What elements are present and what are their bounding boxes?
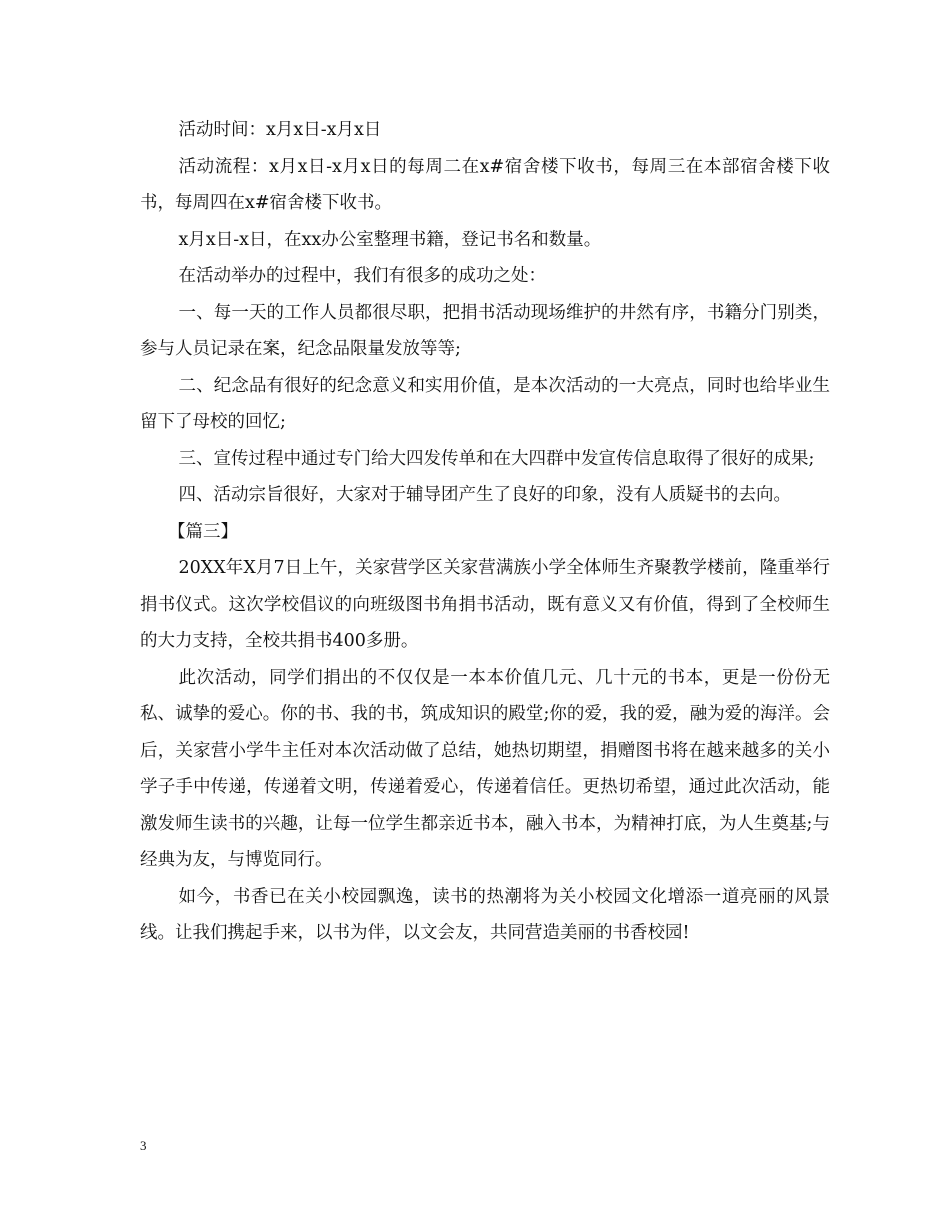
paragraph-point-three: 三、宣传过程中通过专门给大四发传单和在大四群中发宣传信息取得了很好的成果; (178, 448, 815, 469)
paragraph-point-four: 四、活动宗旨很好，大家对于辅导团产生了良好的印象，没有人质疑书的去向。 (178, 485, 791, 505)
paragraph-success-intro: 在活动举办的过程中，我们有很多的成功之处： (178, 266, 546, 286)
paragraph-activity-time: 活动时间：x月x日-x月x日 (178, 120, 382, 140)
section-heading: 【篇三】 (168, 521, 238, 542)
paragraph-activity-meaning: 此次活动，同学们捐出的不仅仅是一本本价值几元、几十元的书本，更是一份份无私、诚挚的爱心。你的书、我的书，筑成知识的殿堂;你的爱，我的爱，融为爱的海洋。会后，关家营小学牛主任对本次活动做了总结，她热切期望，捐赠图书将在越来越多的关小学子手中传递，传递着文明，传递着爱心，传递着信任。更热切希望，通过此次活动，能激发师生读书的兴趣，让每一位学生都亲近书本，融入书本，为精神打底，为人生奠基;与经典为友，与博览同行。 (140, 667, 830, 870)
paragraph-conclusion: 如今，书香已在关小校园飘逸，读书的热潮将为关小校园文化增添一道亮丽的风景线。让我们携起手来，以书为伴，以文会友，共同营造美丽的书香校园! (140, 886, 830, 943)
paragraph-sorting: x月x日-x日，在xx办公室整理书籍，登记书名和数量。 (178, 229, 602, 250)
paragraph-ceremony: 20XX年X月7日上午，关家营学区关家营满族小学全体师生齐聚教学楼前，隆重举行捐书仪式。这次学校倡议的向班级图书角捐书活动，既有意义又有价值，得到了全校师生的大力支持，全校共捐书400多册。 (140, 558, 830, 651)
paragraph-point-two: 二、纪念品有很好的纪念意义和实用价值，是本次活动的一大亮点，同时也给毕业生留下了母校的回忆; (140, 375, 830, 432)
paragraph-activity-process: 活动流程：x月x日-x月x日的每周二在x#宿舍楼下收书，每周三在本部宿舍楼下收书，每周四在x#宿舍楼下收书。 (140, 156, 830, 213)
paragraph-point-one: 一、每一天的工作人员都很尽职，把捐书活动现场维护的井然有序，书籍分门别类，参与人员记录在案，纪念品限量发放等等; (140, 302, 830, 359)
document-body (140, 112, 830, 952)
page-number: 3 (140, 1138, 147, 1153)
